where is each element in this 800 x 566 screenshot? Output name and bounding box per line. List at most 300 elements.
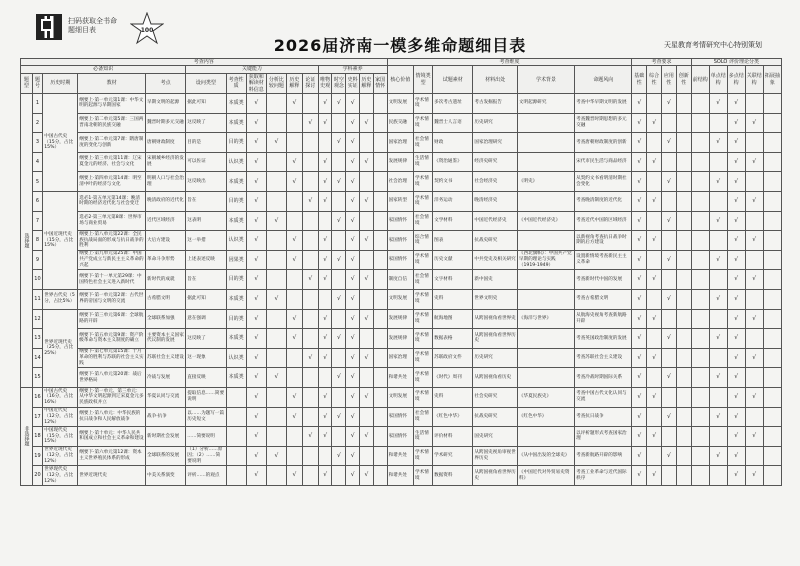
table-row [21, 309, 782, 329]
solo-pre-check [691, 407, 709, 427]
header-ka-3: 历史解释 [286, 73, 302, 93]
ka-explain-check: √ [286, 329, 302, 349]
textbook-unit: 纲要上·第一单元、第三单元：从中华文明起源到辽宋夏金元多民族政权并立 [79, 388, 144, 406]
solo-uni-check [709, 113, 727, 133]
question-design: 直接反映 [186, 368, 226, 388]
req-comprehensive-check [647, 211, 662, 231]
question-material: 数据表格 [433, 329, 473, 349]
cl-interpret-check: √ [360, 427, 374, 447]
question-number: 17 [32, 407, 43, 427]
textbook-unit: 纲要上·第二单元第7课：隋唐制度的变化与创新 [78, 133, 146, 153]
cl-materialism-check: √ [318, 466, 332, 486]
solo-extended-check [763, 407, 781, 427]
cl-spacetime-check [332, 152, 346, 172]
cl-evidence-check: √ [346, 466, 360, 486]
cl-materialism-check [318, 289, 332, 309]
cl-patriotism-check [373, 94, 387, 114]
cl-materialism-check: √ [318, 407, 332, 427]
solo-extended-check [763, 466, 781, 486]
question-material: 财政 [433, 133, 473, 153]
history-period: 世界现代史（12分，占比12%） [43, 466, 78, 486]
history-period: 中国近代史（12分，占比12%） [43, 407, 78, 427]
question-design: 上述表述反映 [186, 250, 226, 270]
solo-extended-check [763, 152, 781, 172]
question-material: 历史文献 [433, 250, 473, 270]
exam-trend: 从契约文书看明清时期社会变化 [575, 172, 632, 192]
cl-evidence-check: √ [346, 427, 360, 447]
cl-spacetime-check: √ [332, 94, 346, 114]
solo-uni-check: √ [709, 211, 727, 231]
textbook-unit: 纲要下·第十一单元第29课：中国特色社会主义进入新时代 [78, 270, 146, 290]
req-comprehensive-check: √ [647, 113, 662, 133]
question-design: 这反映了 [186, 329, 226, 349]
history-period: 世界近现代史（25分，占比25%） [43, 309, 78, 387]
cl-interpret-check [360, 211, 374, 231]
header-req-comprehensive: 综合性 [647, 66, 662, 94]
solo-extended-check [763, 211, 781, 231]
question-nature: 认识类 [226, 348, 246, 368]
textbook-unit: 纲要下·第三单元第6课：全球航路的开辟 [78, 309, 146, 329]
cl-evidence-check: √ [346, 94, 360, 114]
table-row [21, 250, 782, 270]
cl-patriotism-check [373, 289, 387, 309]
req-comprehensive-check [647, 446, 662, 466]
ka-info-check: √ [246, 466, 266, 486]
ka-argue-check: √ [302, 192, 318, 212]
cl-interpret-check [360, 172, 374, 192]
table-row [21, 466, 782, 486]
ka-info-check: √ [246, 250, 266, 270]
solo-relational-check [745, 172, 763, 192]
solo-uni-check [709, 466, 727, 486]
question-number: 13 [32, 329, 43, 349]
question-nature [226, 387, 246, 407]
cl-evidence-check: √ [346, 211, 360, 231]
ka-explain-check: √ [286, 250, 302, 270]
solo-extended-check [763, 289, 781, 309]
header-ka-4: 论证探讨 [302, 73, 318, 93]
situation-type: 社会情境 [414, 407, 433, 427]
solo-relational-check: √ [745, 231, 763, 251]
solo-uni-check: √ [709, 368, 727, 388]
solo-extended-check [763, 250, 781, 270]
solo-pre-check [691, 211, 709, 231]
cl-patriotism-check [373, 250, 387, 270]
textbook-unit: 纲要下·第五单元第9课：资产阶级革命与资本主义制度的确立 [78, 329, 146, 349]
question-design: 以……为题写一篇历史短文 [186, 407, 226, 427]
solo-extended-check [763, 133, 781, 153]
situation-type: 学术情境 [414, 113, 433, 133]
cl-spacetime-check: √ [332, 446, 346, 466]
solo-relational-check [745, 368, 763, 388]
ka-explain-check: √ [286, 231, 302, 251]
header-design: 设问类型 [186, 73, 226, 93]
ka-compare-check: √ [266, 133, 286, 153]
exam-trend: 考查苏联社会主义建设 [575, 348, 632, 368]
exam-point: 新时代的成就 [146, 270, 186, 290]
question-design: 这反映出 [186, 172, 226, 192]
solo-uni-check [709, 192, 727, 212]
solo-relational-check: √ [745, 113, 763, 133]
header-solo-uni: 单点结构 [709, 66, 727, 94]
solo-uni-check: √ [709, 446, 727, 466]
core-value: 制度自信 [387, 270, 413, 290]
req-basic-check: √ [632, 113, 647, 133]
cl-patriotism-check [373, 407, 387, 427]
question-material: 文字材料 [433, 270, 473, 290]
req-comprehensive-check: √ [647, 466, 662, 486]
situation-type: 学术情境 [414, 329, 433, 349]
req-basic-check: √ [632, 466, 647, 486]
question-design: 可以佐证 [186, 152, 226, 172]
cl-evidence-check: √ [346, 152, 360, 172]
core-value: 家国情怀 [387, 231, 413, 251]
material-source: 抗战史研究 [473, 407, 518, 427]
question-nature: 本质类 [226, 329, 246, 349]
core-value: 家国情怀 [387, 427, 413, 447]
table-row [21, 427, 782, 447]
ka-compare-check [266, 152, 286, 172]
question-design: 据此可知 [186, 289, 226, 309]
req-innovative-check [676, 289, 691, 309]
situation-type: 学术情境 [414, 309, 433, 329]
solo-pre-check [691, 466, 709, 486]
solo-multi-check: √ [727, 407, 745, 427]
solo-pre-check [691, 94, 709, 114]
cl-spacetime-check [332, 309, 346, 329]
material-source: 中国近代经济史 [473, 211, 518, 231]
solo-pre-check [691, 309, 709, 329]
solo-relational-check: √ [745, 348, 763, 368]
ka-compare-check [266, 231, 286, 251]
cl-interpret-check [360, 133, 374, 153]
table-row [21, 289, 782, 309]
req-applied-check [662, 231, 677, 251]
question-material: 魏晋士人言语 [433, 113, 473, 133]
solo-pre-check [691, 270, 709, 290]
ka-argue-check: √ [302, 348, 318, 368]
header-required-knowledge: 必备知识 [21, 66, 186, 73]
ka-info-check: √ [246, 133, 266, 153]
ka-compare-check [266, 387, 286, 407]
cl-materialism-check [318, 211, 332, 231]
cl-evidence-check: √ [346, 192, 360, 212]
question-design: 评析……的观点 [186, 466, 226, 486]
question-material: 数据资料 [433, 466, 473, 486]
req-innovative-check [676, 211, 691, 231]
solo-multi-check: √ [727, 368, 745, 388]
cl-patriotism-check [373, 446, 387, 466]
ka-info-check: √ [246, 387, 266, 407]
material-source: 经济史研究 [473, 152, 518, 172]
material-source: 新中国史 [473, 270, 518, 290]
ka-explain-check: √ [286, 466, 302, 486]
question-number: 12 [32, 309, 43, 329]
solo-relational-check: √ [745, 270, 763, 290]
cl-patriotism-check [373, 211, 387, 231]
question-material: 《红色中华》 [433, 407, 473, 427]
material-source: 中共党史及相关研究 [473, 250, 518, 270]
question-number: 8 [32, 231, 43, 251]
question-nature: 认识类 [226, 152, 246, 172]
exam-point: 华夏认同与交流 [146, 387, 186, 407]
history-period: 中国近现代史（15分，占比15%） [43, 192, 78, 290]
cl-patriotism-check [373, 329, 387, 349]
header-req-basic: 基础性 [632, 66, 647, 94]
question-nature [226, 427, 246, 447]
solo-multi-check: √ [727, 466, 745, 486]
core-value: 文明发展 [387, 94, 413, 114]
header-period: 历史时期 [43, 73, 78, 93]
ka-explain-check [286, 348, 302, 368]
req-comprehensive-check: √ [647, 387, 662, 407]
exam-trend: 考查冷战时期国际关系 [575, 368, 632, 388]
cl-spacetime-check [332, 387, 346, 407]
cl-patriotism-check [373, 387, 387, 407]
specification-table [20, 58, 782, 486]
situation-type: 社会情境 [414, 270, 433, 290]
ka-info-check: √ [246, 427, 266, 447]
req-comprehensive-check: √ [647, 309, 662, 329]
ka-info-check: √ [246, 231, 266, 251]
textbook-unit: 纲要上·第九单元第25课：中国共产党成立与新民主主义革命的兴起 [79, 251, 144, 268]
solo-uni-check: √ [709, 250, 727, 270]
req-innovative-check [676, 133, 691, 153]
material-source: 社会经济史 [473, 172, 518, 192]
ka-compare-check [266, 94, 286, 114]
exam-trend: 考查新航路开辟的影响 [575, 446, 632, 466]
question-number: 10 [32, 270, 43, 290]
academic-background: 《中国近代经济史》 [517, 211, 574, 231]
question-design: 这一举措 [186, 231, 226, 251]
table-row [21, 387, 782, 407]
question-material: 学术研究 [433, 446, 473, 466]
req-comprehensive-check [647, 368, 662, 388]
req-innovative-check [676, 348, 691, 368]
textbook-unit: 纲要上·第三单元第11课：辽宋夏金元的经济、社会与文化 [78, 152, 146, 172]
exam-point: 宋朝城乡经济的发展 [146, 152, 186, 172]
core-value: 社会治理 [387, 172, 413, 192]
header-req-innovative: 创新性 [676, 66, 691, 94]
exam-point: 大后方建设 [146, 231, 186, 251]
solo-relational-check: √ [745, 466, 763, 486]
solo-pre-check [691, 289, 709, 309]
header-ka-2: 分析比较问题 [266, 73, 286, 93]
academic-background [517, 427, 574, 447]
solo-relational-check: √ [745, 192, 763, 212]
cl-patriotism-check [373, 309, 387, 329]
ka-info-check: √ [246, 211, 266, 231]
exam-trend: 考查魏晋时期思想的多元交融 [575, 113, 632, 133]
exam-trend: 考查中国古代文化认同与交流 [575, 387, 632, 407]
exam-trend: 考查近代中国的区域经济 [575, 211, 632, 231]
req-basic-check: √ [632, 211, 647, 231]
table-row [21, 407, 782, 427]
ka-explain-check [286, 192, 302, 212]
req-comprehensive-check: √ [647, 152, 662, 172]
req-basic-check: √ [632, 407, 647, 427]
question-material: 文学材料 [433, 211, 473, 231]
cl-interpret-check [360, 407, 374, 427]
table-body [21, 94, 782, 486]
ka-argue-check [302, 368, 318, 388]
req-basic-check: √ [632, 192, 647, 212]
cl-evidence-check: √ [346, 270, 360, 290]
question-nature: 本质类 [226, 211, 246, 231]
exam-point: 冷战与发展 [146, 368, 186, 388]
ka-info-check: √ [246, 329, 266, 349]
core-value: 发展规律 [387, 329, 413, 349]
solo-multi-check: √ [727, 348, 745, 368]
ka-info-check: √ [246, 270, 266, 290]
question-design: 旨在 [186, 192, 226, 212]
req-comprehensive-check [647, 172, 662, 192]
question-nature: 目的类 [226, 192, 246, 212]
header-solo-pre: 前结构 [691, 66, 709, 94]
solo-multi-check: √ [727, 387, 745, 407]
req-comprehensive-check: √ [647, 192, 662, 212]
req-applied-check: √ [662, 329, 677, 349]
cl-materialism-check: √ [318, 309, 332, 329]
solo-extended-check [763, 348, 781, 368]
exam-point: 早期文明的起源 [146, 94, 186, 114]
ka-explain-check [286, 133, 302, 153]
question-material: 史料 [433, 289, 473, 309]
req-applied-check: √ [662, 446, 677, 466]
question-nature: 本质类 [226, 94, 246, 114]
question-number: 2 [32, 113, 43, 133]
table-row [21, 94, 782, 114]
cl-materialism-check: √ [318, 427, 332, 447]
solo-extended-check [763, 387, 781, 407]
academic-background [517, 113, 574, 133]
academic-background: 《海洋与世界》 [517, 309, 574, 329]
req-basic-check: √ [632, 427, 647, 447]
academic-background [517, 368, 574, 388]
core-value: 国家治理 [387, 348, 413, 368]
req-comprehensive-check [647, 289, 662, 309]
core-value: 国家治理 [387, 133, 413, 153]
req-basic-check: √ [632, 94, 647, 114]
situation-type: 社会情境 [414, 133, 433, 153]
solo-uni-check [709, 427, 727, 447]
exam-trend: 宋代市民生活与商品经济 [575, 152, 632, 172]
exam-point: 新时期社会发展 [146, 427, 186, 447]
req-basic-check: √ [632, 172, 647, 192]
question-material: 图表 [433, 231, 473, 251]
ka-compare-check [266, 348, 286, 368]
core-value: 家国情怀 [387, 250, 413, 270]
ka-explain-check [286, 427, 302, 447]
req-comprehensive-check [647, 329, 662, 349]
req-innovative-check [676, 270, 691, 290]
question-design: 旨在 [186, 270, 226, 290]
material-source: 从跨国史视角审视世界历史 [473, 446, 518, 466]
req-applied-check: √ [662, 368, 677, 388]
solo-extended-check [763, 192, 781, 212]
cl-evidence-check: √ [346, 309, 360, 329]
cl-materialism-check: √ [318, 387, 332, 407]
solo-pre-check [691, 133, 709, 153]
cl-interpret-check [360, 368, 374, 388]
page-title: 2026届济南一模多维命题细目表 [273, 36, 527, 55]
cl-patriotism-check [373, 113, 387, 133]
textbook-unit: 纲要上·第八单元：中华民族的抗日战争和人民解放战争 [78, 407, 146, 427]
header-background: 学术背景 [517, 66, 574, 94]
solo-uni-check [709, 152, 727, 172]
req-applied-check [662, 387, 677, 407]
table-row [21, 231, 782, 251]
academic-background [517, 270, 574, 290]
exam-trend: 考查唐朝财政制度的创新 [575, 133, 632, 153]
history-period: 世界古代史（5分，占比5%） [43, 289, 78, 309]
cl-patriotism-check [373, 152, 387, 172]
exam-trend: 考查抗日战争 [575, 407, 632, 427]
solo-multi-check: √ [727, 94, 745, 114]
cl-interpret-check [360, 289, 374, 309]
solo-relational-check [745, 133, 763, 153]
ka-argue-check [302, 152, 318, 172]
exam-point: 中美关系演变 [146, 466, 186, 486]
question-number: 11 [32, 289, 43, 309]
ka-compare-check [266, 466, 286, 486]
cl-patriotism-check [373, 466, 387, 486]
ka-compare-check [266, 407, 286, 427]
material-source: 国史研究 [473, 427, 518, 447]
solo-extended-check [763, 427, 781, 447]
req-comprehensive-check [647, 250, 662, 270]
exam-point: 古希腊文明 [146, 289, 186, 309]
req-innovative-check [676, 94, 691, 114]
question-nature: 因果类 [226, 250, 246, 270]
solo-pre-check [691, 446, 709, 466]
textbook-unit: 纲要下·第八单元第20课：战后世界格局 [78, 368, 146, 388]
req-innovative-check [676, 309, 691, 329]
history-period: 中国古代史（16分，占比16%） [43, 387, 78, 407]
req-innovative-check [676, 152, 691, 172]
question-nature: 目的类 [226, 270, 246, 290]
exam-trend: 考查新时代中国的发展 [575, 270, 632, 290]
situation-type: 学术情境 [414, 250, 433, 270]
solo-extended-check [763, 113, 781, 133]
solo-relational-check: √ [745, 387, 763, 407]
req-applied-check [662, 192, 677, 212]
question-number: 14 [32, 348, 43, 368]
solo-relational-check [745, 329, 763, 349]
solo-multi-check: √ [727, 270, 745, 290]
exam-point: 战争·抗争 [146, 407, 186, 427]
material-source: 世界文明史 [473, 289, 518, 309]
situation-type: 生活情境 [414, 152, 433, 172]
ka-argue-check [302, 387, 318, 407]
cl-spacetime-check: √ [332, 289, 346, 309]
material-source: 从跨国视角看世界史 [473, 309, 518, 329]
header-cl-3: 史料实证 [346, 73, 360, 93]
header-solo: SOLO 评价理论分类 [691, 59, 781, 66]
ka-compare-check [266, 270, 286, 290]
academic-background [517, 348, 574, 368]
header-nature: 考查性质 [226, 73, 246, 93]
material-source: 从跨国视角看历史 [473, 368, 518, 388]
solo-uni-check [709, 231, 727, 251]
cl-evidence-check: √ [346, 407, 360, 427]
ka-compare-check [266, 309, 286, 329]
solo-multi-check: √ [727, 309, 745, 329]
header-solo-multi: 多点结构 [727, 66, 745, 94]
req-basic-check: √ [632, 348, 647, 368]
question-design: 意在强调 [186, 309, 226, 329]
solo-extended-check [763, 446, 781, 466]
